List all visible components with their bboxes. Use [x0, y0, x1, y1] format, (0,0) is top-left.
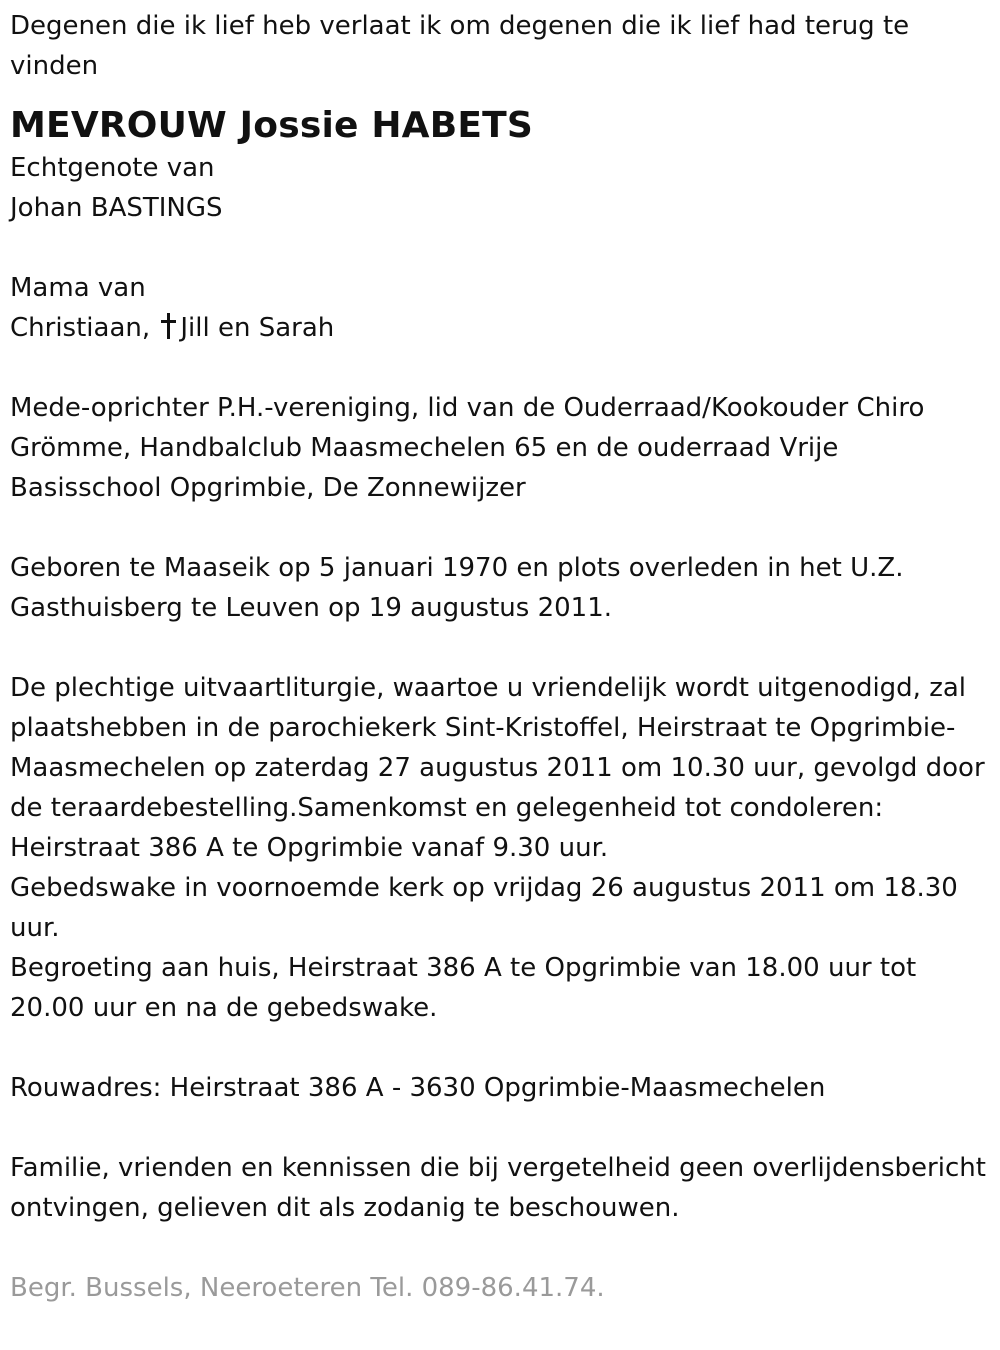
latin-cross-icon — [160, 313, 176, 339]
funeral-home-footer: Begr. Bussels, Neeroeteren Tel. 089-86.41.74. — [10, 1273, 605, 1303]
child-christiaan: Christiaan, — [10, 313, 151, 343]
funeral-section — [10, 668, 990, 1028]
children-section — [10, 268, 990, 348]
children-label: Mama van — [10, 273, 146, 303]
children-names — [10, 308, 990, 348]
birth-death-paragraph: Geboren te Maaseik op 5 januari 1970 en plots overleden in het U.Z. Gasthuisberg te Leuven op 19 augustus 2011. — [10, 553, 904, 623]
spouse-name: Johan BASTINGS — [10, 193, 223, 223]
spouse-label: Echtgenote van — [10, 153, 215, 183]
funeral-liturgy: De plechtige uitvaartliturgie, waartoe u vriendelijk wordt uitgenodigd, zal plaatshebben in de parochiekerk Sint-Kristoffel, Heirstraat te Opgrimbie-Maasmechelen op zaterdag 27 augustus 2011 om 10.30 uur, gevolgd door de teraardebestelling.Samenkomst en gelegenheid tot condoleren: Heirstraat 386 A te Opgrimbie vanaf 9.30 uur. — [10, 673, 985, 863]
mourning-address: Rouwadres: Heirstraat 386 A - 3630 Opgrimbie-Maasmechelen — [10, 1073, 826, 1103]
motto: Degenen die ik lief heb verlaat ik om degenen die ik lief had terug te vinden — [10, 11, 910, 81]
children-rest: Jill en Sarah — [180, 313, 335, 343]
spouse-section — [10, 148, 990, 228]
funeral-wake: Gebedswake in voornoemde kerk op vrijdag 26 augustus 2011 om 18.30 uur. — [10, 873, 958, 943]
memberships-paragraph: Mede-oprichter P.H.-vereniging, lid van de Ouderraad/Kookouder Chiro Grömme, Handbalclub Maasmechelen 65 en de ouderraad Vrije Basisschool Opgrimbie, De Zonnewijzer — [10, 393, 925, 503]
notice-paragraph: Familie, vrienden en kennissen die bij vergetelheid geen overlijdensbericht ontvingen, gelieven dit als zodanig te beschouwen. — [10, 1153, 986, 1223]
deceased-name: MEVROUW Jossie HABETS — [10, 105, 534, 146]
funeral-visitation: Begroeting aan huis, Heirstraat 386 A te Opgrimbie van 18.00 uur tot 20.00 uur en na de gebedswake. — [10, 953, 917, 1023]
